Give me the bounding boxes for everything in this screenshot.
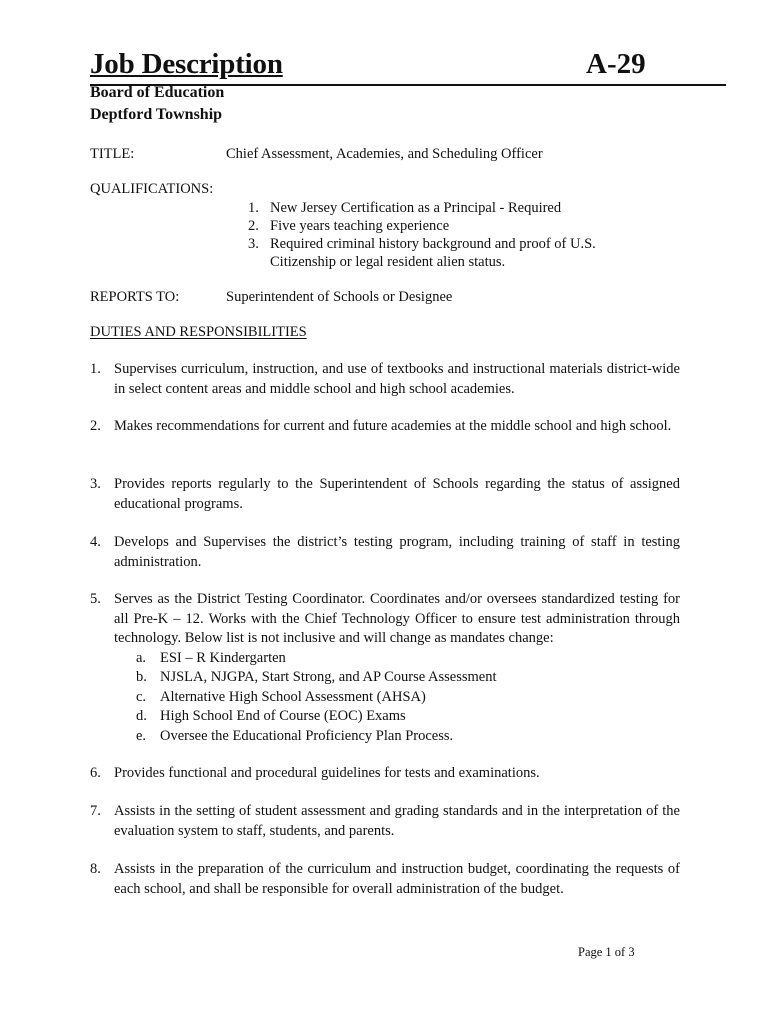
duty-text: Assists in the setting of student assessment and grading standards and in the interpretation of the evaluation system to staff, students, and parents.	[114, 803, 680, 839]
qualifications-list	[248, 199, 628, 271]
document-code: A-29	[586, 48, 646, 80]
list-item	[248, 235, 628, 271]
list-item	[248, 217, 628, 235]
duty-item	[90, 533, 680, 572]
duty-number: 2.	[90, 418, 101, 434]
duty-item	[90, 860, 680, 899]
list-item-text: High School End of Course (EOC) Exams	[160, 708, 406, 724]
duty-number: 6.	[90, 765, 101, 781]
page-number: Page 1 of 3	[578, 945, 635, 959]
list-item	[114, 649, 680, 669]
duty-text: Serves as the District Testing Coordinator. Coordinates and/or oversees standardized testing for all Pre-K – 12. Works with the Chief Technology Officer to ensure test administration through technology. Below list is not inclusive and will change as mandates change:	[114, 591, 680, 646]
duty-item	[90, 802, 680, 841]
list-item	[114, 707, 680, 727]
duty-text: Provides functional and procedural guidelines for tests and examinations.	[114, 765, 540, 781]
list-item	[114, 688, 680, 708]
document-title: Job Description	[90, 48, 283, 80]
duty-text: Makes recommendations for current and future academies at the middle school and high school.	[114, 418, 672, 434]
duty-number: 5.	[90, 591, 101, 607]
organization-township: Deptford Township	[90, 106, 223, 123]
duty-number: 3.	[90, 476, 101, 492]
duty-text: Assists in the preparation of the curriculum and instruction budget, coordinating the requests of each school, and shall be responsible for overall administration of the budget.	[114, 861, 680, 897]
list-item-letter: b.	[136, 669, 147, 685]
list-item-letter: c.	[136, 688, 147, 705]
list-item	[114, 727, 680, 747]
document-header	[90, 48, 726, 86]
duty-text: Supervises curriculum, instruction, and use of textbooks and instructional materials district-wide in select content areas and middle school and high school academies.	[114, 361, 680, 397]
duty-item	[90, 764, 680, 784]
duty-number: 8.	[90, 861, 101, 877]
duty-item	[90, 475, 680, 514]
list-item-text: NJSLA, NJGPA, Start Strong, and AP Course Assessment	[160, 669, 497, 685]
duty-number: 7.	[90, 803, 101, 819]
list-item-text: Oversee the Educational Proficiency Plan Process.	[160, 727, 454, 744]
list-item-text: ESI – R Kindergarten	[160, 649, 286, 666]
duty-number: 1.	[90, 361, 101, 377]
duty-item	[90, 417, 680, 437]
list-item-text: Alternative High School Assessment (AHSA)	[160, 688, 426, 705]
list-item-text: Five years teaching experience	[270, 218, 450, 234]
reports-to-label: REPORTS TO:	[90, 289, 180, 305]
list-item	[248, 199, 628, 217]
list-item	[114, 668, 680, 688]
duty-item	[90, 360, 680, 399]
duty-number: 4.	[90, 534, 101, 550]
duties-heading: DUTIES AND RESPONSIBILITIES	[90, 324, 307, 340]
duty-item	[90, 590, 680, 746]
list-item-number: 2.	[248, 218, 259, 234]
list-item-text: Required criminal history background and proof of U.S. Citizenship or legal resident alien status.	[270, 236, 596, 270]
organization-name: Board of Education	[90, 84, 225, 101]
duty-text: Provides reports regularly to the Superintendent of Schools regarding the status of assigned educational programs.	[114, 476, 680, 512]
reports-to-value: Superintendent of Schools or Designee	[226, 289, 453, 305]
testing-assessments-list	[114, 649, 680, 747]
list-item-number: 1.	[248, 200, 259, 216]
list-item-letter: a.	[136, 649, 147, 666]
qualifications-label: QUALIFICATIONS:	[90, 181, 214, 197]
duty-text: Develops and Supervises the district’s testing program, including training of staff in testing administration.	[114, 534, 680, 570]
list-item-text: New Jersey Certification as a Principal - Required	[270, 200, 562, 216]
list-item-letter: d.	[136, 708, 147, 724]
list-item-number: 3.	[248, 236, 259, 252]
list-item-letter: e.	[136, 727, 147, 744]
title-label: TITLE:	[90, 146, 135, 162]
title-value: Chief Assessment, Academies, and Scheduling Officer	[226, 146, 543, 162]
